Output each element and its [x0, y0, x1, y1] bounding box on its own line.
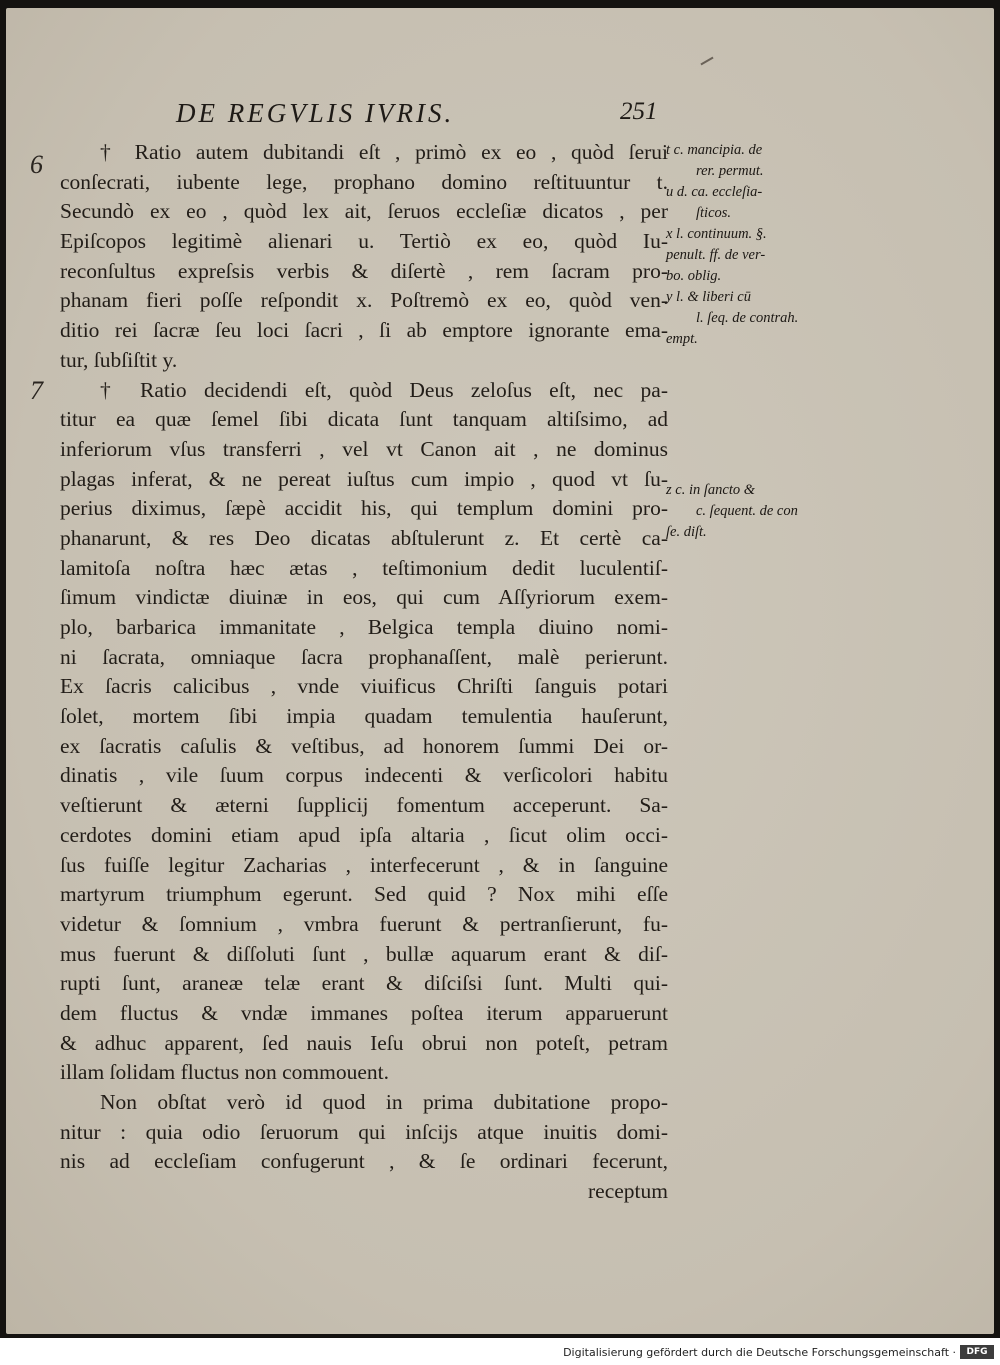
- text-line: illam ſolidam fluctus non commouent.: [60, 1060, 390, 1085]
- marginal-notes-top: [666, 140, 826, 350]
- page-header: [176, 98, 696, 134]
- marginal-note: empt.: [666, 331, 698, 347]
- text-line: nitur : quia odio ſeruorum qui inſcijs atque inuitis domi-: [60, 1119, 668, 1144]
- text-line: & adhuc apparent, ſed nauis Ieſu obrui non poteſt, petram: [60, 1030, 668, 1055]
- text-line: veſtierunt & æterni ſupplicij fomentum acceperunt. Sa-: [60, 793, 668, 818]
- marginal-note: y l. & liberi cū: [666, 289, 751, 305]
- text-line: nis ad eccleſiam confugerunt , & ſe ordinari fecerunt,: [60, 1149, 668, 1174]
- marginal-note: c. ſequent. de con: [696, 503, 798, 519]
- funding-credit: Digitalisierung gefördert durch die Deutsche Forschungsgemeinschaft ·: [563, 1346, 956, 1359]
- marginal-note: bo. oblig.: [666, 268, 722, 284]
- marginal-note: u d. ca. eccleſia-: [666, 184, 763, 200]
- text-line: plagas inferat, & ne pereat iuſtus cum impio , quod vt ſu-: [60, 466, 668, 491]
- text-line: phanam fieri poſſe reſpondit x. Poſtremò ex eo, quòd ven-: [60, 288, 668, 313]
- marginal-note: ſticos.: [696, 205, 732, 221]
- margin-number-7: 7: [30, 376, 43, 405]
- page-number: 251: [620, 98, 658, 125]
- text-line: conſecrati, iubente lege, prophano domino reſtituuntur t.: [60, 169, 668, 194]
- text-line: † Ratio autem dubitandi eſt , primò ex eo , quòd ſerui: [100, 140, 668, 164]
- marginal-notes-bottom: [666, 480, 826, 543]
- text-line: † Ratio decidendi eſt, quòd Deus zeloſus eſt, nec pa-: [100, 377, 668, 402]
- text-line: cerdotes domini etiam apud ipſa altaria , ſicut olim occi-: [60, 822, 668, 847]
- text-line: ſimum vindictæ diuinæ in eos, qui cum Aſſyriorum exem-: [60, 585, 668, 610]
- digitization-footer: [0, 1338, 1000, 1365]
- margin-number-6: 6: [30, 150, 43, 179]
- text-line: Secundò ex eo , quòd lex ait, ſeruos eccleſiæ dicatos , per: [60, 199, 668, 224]
- dfg-logo: DFG: [960, 1345, 994, 1359]
- text-line: perius diximus, ſæpè accidit his, qui templum domini pro-: [60, 496, 668, 521]
- marginal-note: rer. permut.: [696, 163, 764, 179]
- text-line: tur, ſubſiſtit y.: [60, 347, 178, 372]
- text-line: ditio rei ſacræ ſeu loci ſacri , ſi ab emptore ignorante ema-: [60, 318, 668, 343]
- text-line: videtur & ſomnium , vmbra fuerunt & pertranſierunt, fu-: [60, 911, 668, 936]
- text-line: ex ſacratis caſulis & veſtibus, ad honorem ſummi Dei or-: [60, 733, 668, 758]
- text-line: titur ea quæ ſemel ſibi dicata ſunt tanquam altiſsimo, ad: [60, 407, 668, 432]
- marginal-note: ſe. diſt.: [666, 524, 707, 540]
- text-line: plo, barbarica immanitate , Belgica templa diuino nomi-: [60, 615, 668, 639]
- text-line: dem fluctus & vndæ immanes poſtea iterum apparuerunt: [60, 1000, 668, 1025]
- text-line: martyrum triumphum egerunt. Sed quid ? Nox mihi eſſe: [60, 882, 668, 907]
- text-line: rupti ſunt, araneæ telæ erant & diſciſsi ſunt. Multi qui-: [60, 971, 668, 996]
- running-head: DE REGVLIS IVRIS.: [176, 98, 455, 128]
- marginal-note: x l. continuum. §.: [666, 226, 767, 242]
- text-line: ſus fuiſſe legitur Zacharias , interfecerunt , & in ſanguine: [60, 852, 668, 877]
- text-line: Epiſcopos legitimè alienari u. Tertiò ex eo, quòd Iu-: [60, 229, 668, 254]
- text-line: Ex ſacris calicibus , vnde viuificus Chriſti ſanguis potari: [60, 674, 668, 699]
- text-line: dinatis , vile ſuum corpus indecenti & verſicolori habitu: [60, 763, 668, 788]
- text-line: mus fuerunt & diſſoluti ſunt , bullæ aquarum erant & diſ-: [60, 941, 668, 966]
- marginal-note: penult. ff. de ver-: [666, 247, 766, 263]
- text-line: lamitoſa noſtra hæc ætas , teſtimonium dedit luculentiſ-: [60, 555, 668, 580]
- text-line: Non obſtat verò id quod in prima dubitatione propo-: [100, 1090, 668, 1114]
- text-line: inferiorum vſus transferri , vel vt Canon ait , ne dominus: [60, 436, 668, 461]
- text-line: reconſultus expreſsis verbis & diſertè , rem ſacram pro-: [60, 258, 668, 283]
- marginal-note: z c. in ſancto &: [666, 482, 756, 498]
- text-line: phanarunt, & res Deo dicatas abſtulerunt z. Et certè ca-: [60, 525, 668, 550]
- text-line: ni ſacrata, omniaque ſacra prophanaſſent, malè perierunt.: [60, 644, 668, 669]
- marginal-note: t c. mancipia. de: [666, 142, 763, 158]
- catchword: receptum: [588, 1179, 668, 1204]
- main-text-block: [60, 138, 668, 1207]
- marginal-note: l. ſeq. de contrah.: [696, 310, 799, 326]
- text-line: ſolet, mortem ſibi impia quadam temulentia hauſerunt,: [60, 704, 668, 729]
